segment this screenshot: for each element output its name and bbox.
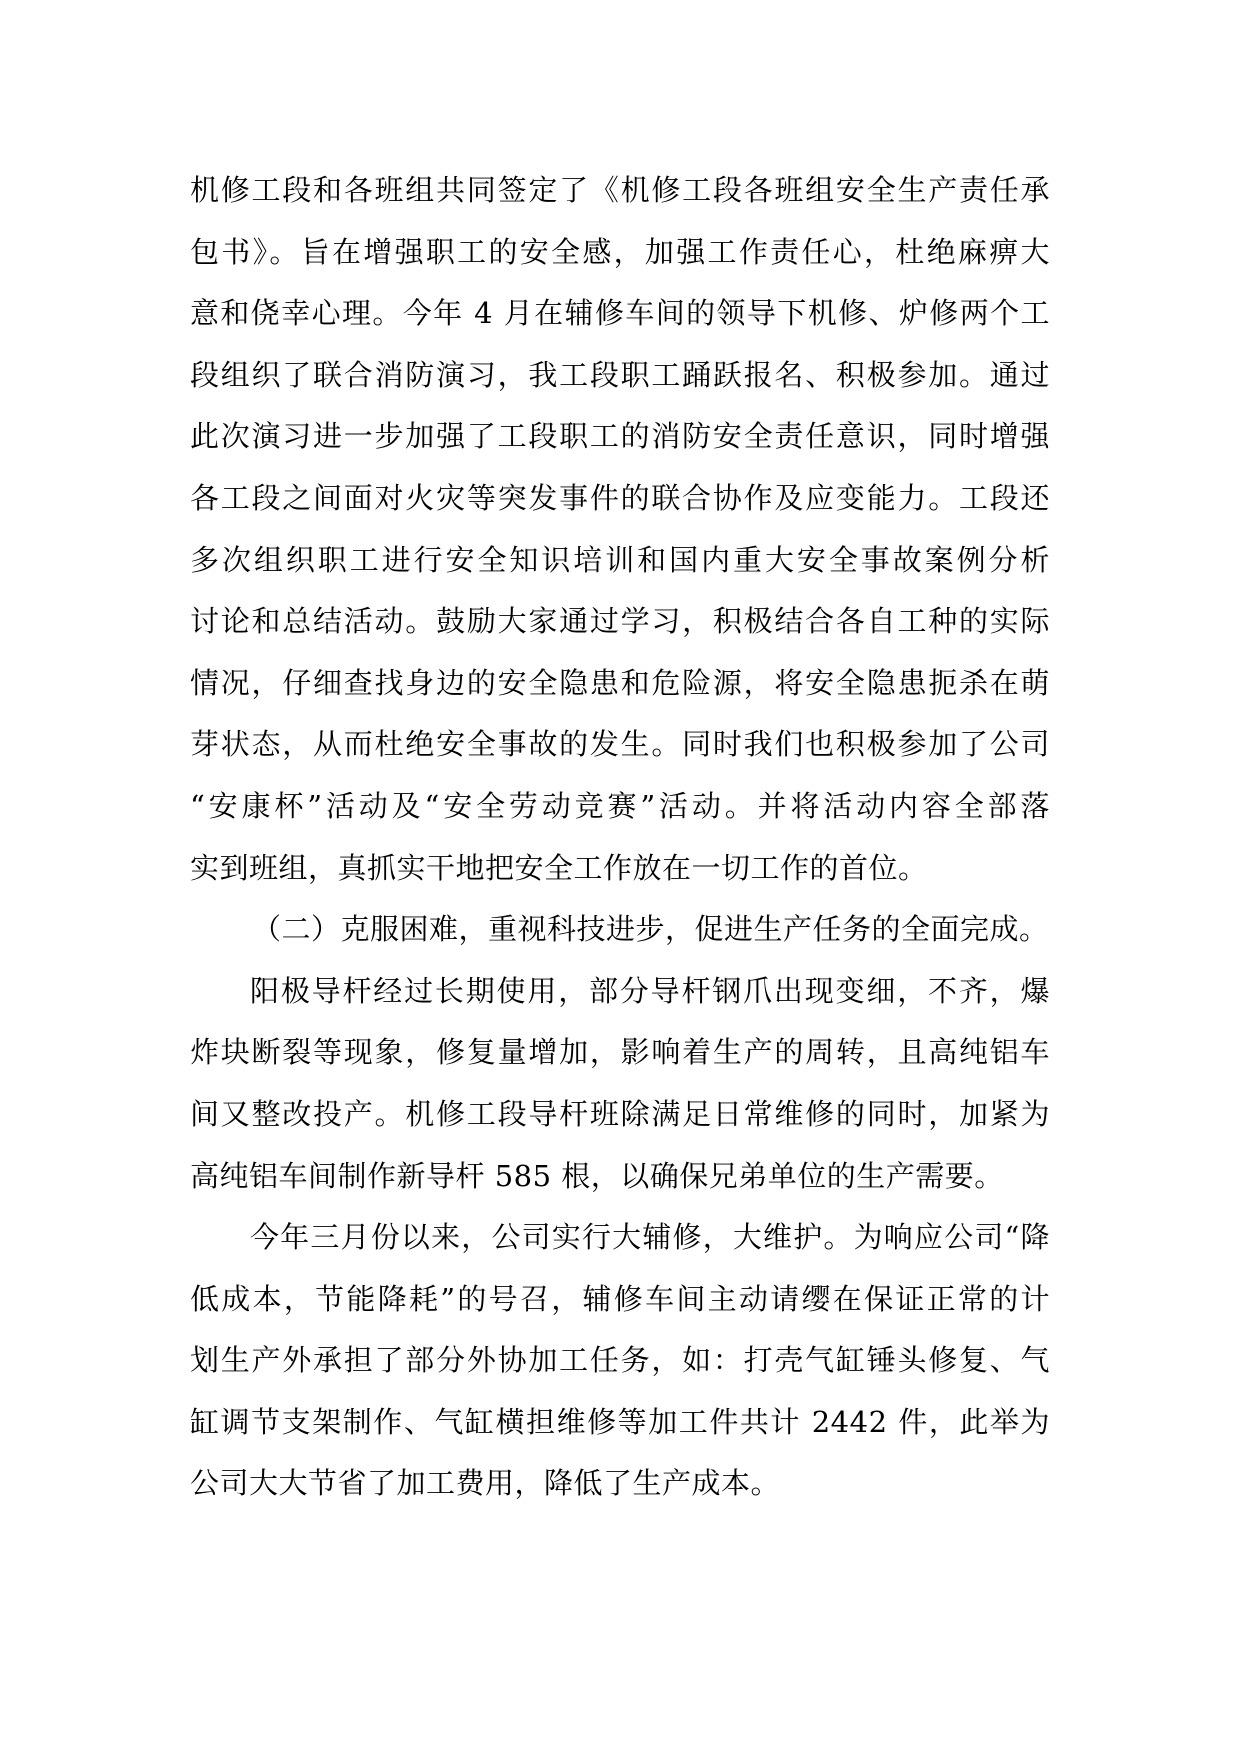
body-line: 情况，仔细查找身边的安全隐患和危险源，将安全隐患扼杀在萌 — [190, 665, 1050, 700]
body-line: 段组织了联合消防演习，我工段职工踊跃报名、积极参加。通过 — [190, 357, 1050, 392]
body-line: 包书》。旨在增强职工的安全感，加强工作责任心，杜绝麻痹大 — [190, 234, 1050, 269]
body-line: 讨论和总结活动。鼓励大家通过学习，积极结合各自工种的实际 — [190, 604, 1050, 639]
body-line: 划生产外承担了部分外协加工任务，如：打壳气缸锤头修复、气 — [190, 1343, 1050, 1378]
body-line: 实到班组，真抓实干地把安全工作放在一切工作的首位。 — [190, 850, 928, 885]
body-line: 机修工段和各班组共同签定了《机修工段各班组安全生产责任承 — [190, 173, 1050, 207]
body-line: 炸块断裂等现象，修复量增加，影响着生产的周转，且高纯铝车 — [190, 1035, 1050, 1070]
body-line: 各工段之间面对火灾等突发事件的联合协作及应变能力。工段还 — [190, 480, 1050, 515]
body-line: 低成本，节能降耗”的号召，辅修车间主动请缨在保证正常的计 — [190, 1281, 1050, 1316]
body-line: 意和侥幸心理。今年 4 月在辅修车间的领导下机修、炉修两个工 — [190, 296, 1050, 331]
body-line: 此次演习进一步加强了工段职工的消防安全责任意识，同时增强 — [190, 419, 1050, 454]
body-line: 缸调节支架制作、气缸横担维修等加工件共计 2442 件，此举为 — [190, 1404, 1050, 1439]
document-body — [190, 160, 1050, 1515]
section-heading: （二）克服困难，重视科技进步，促进生产任务的全面完成。 — [252, 912, 1049, 947]
paragraph-first-line: 阳极导杆经过长期使用，部分导杆钢爪出现变细，不齐，爆 — [250, 973, 1050, 1008]
body-line: 高纯铝车间制作新导杆 585 根，以确保兄弟单位的生产需要。 — [190, 1158, 1004, 1193]
paragraph-first-line: 今年三月份以来，公司实行大辅修，大维护。为响应公司“降 — [250, 1220, 1050, 1255]
body-line: “安康杯”活动及“安全劳动竞赛”活动。并将活动内容全部落 — [190, 788, 1050, 823]
body-line: 芽状态，从而杜绝安全事故的发生。同时我们也积极参加了公司 — [190, 727, 1050, 762]
body-line: 公司大大节省了加工费用，降低了生产成本。 — [190, 1466, 781, 1501]
body-line: 多次组织职工进行安全知识培训和国内重大安全事故案例分析 — [190, 542, 1050, 577]
body-line: 间又整改投产。机修工段导杆班除满足日常维修的同时，加紧为 — [190, 1096, 1050, 1131]
